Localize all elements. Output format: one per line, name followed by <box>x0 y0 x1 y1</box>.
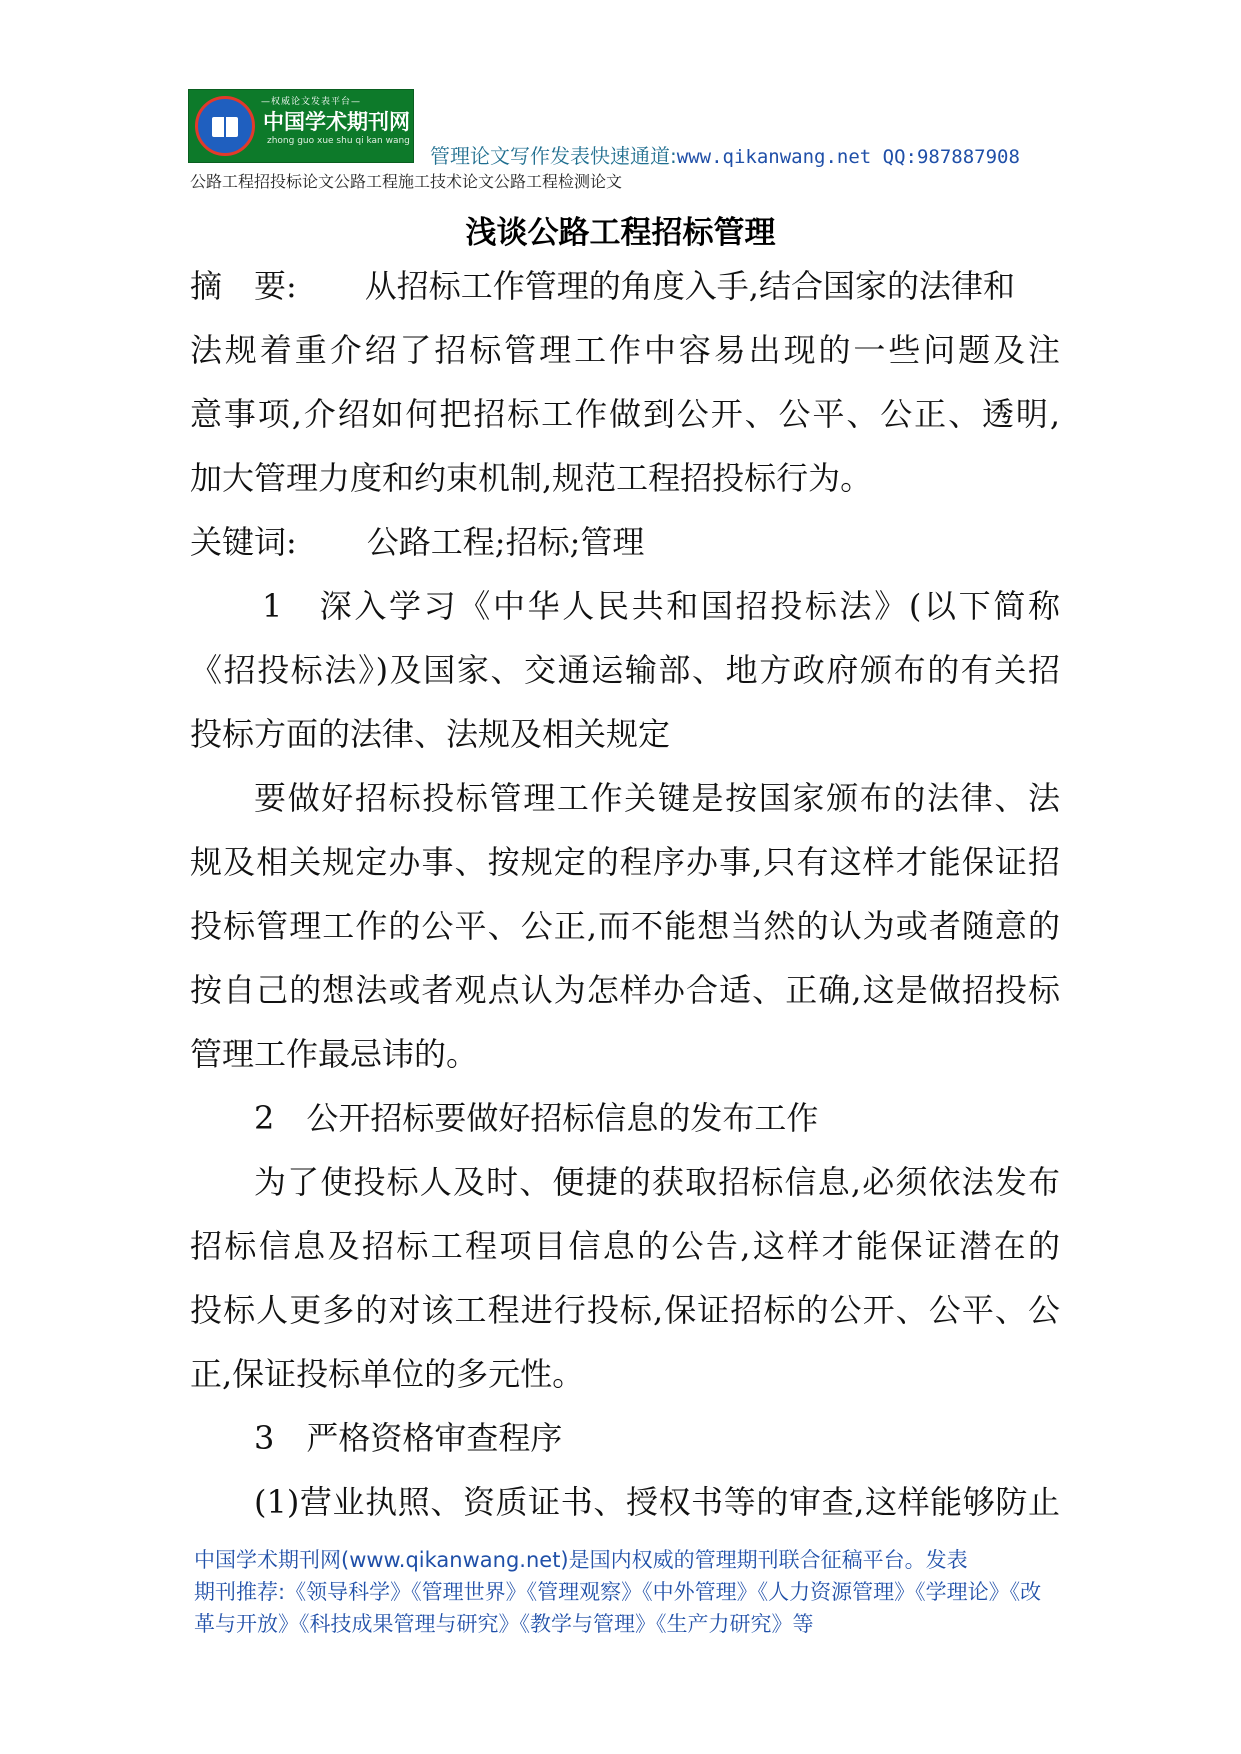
footer-line: 革与开放》《科技成果管理与研究》《教学与管理》《生产力研究》等 <box>194 1612 814 1636</box>
section-2-paragraph-line: 投标人更多的对该工程进行投标,保证招标的公开、公平、公 <box>190 1291 1060 1329</box>
section-1-paragraph-line: 按自己的想法或者观点认为怎样办合适、正确,这是做招投标 <box>190 971 1060 1009</box>
section-1-heading-line: 投标方面的法律、法规及相关规定 <box>190 715 671 753</box>
logo-tagline: —权威论文发表平台— <box>261 97 362 107</box>
abstract-line: 意事项,介绍如何把招标工作做到公开、公平、公正、透明, <box>190 395 1060 433</box>
keywords-label: 关键词: <box>190 523 297 561</box>
section-1-paragraph-line: 投标管理工作的公平、公正,而不能想当然的认为或者随意的 <box>190 907 1060 945</box>
header-ad <box>430 140 1020 169</box>
footer-line: 期刊推荐:《领导科学》《管理世界》《管理观察》《中外管理》《人力资源管理》《学理论》《改 <box>194 1580 1042 1604</box>
section-3-item-1: (1)营业执照、资质证书、授权书等的审查,这样能够防止 <box>254 1483 1060 1521</box>
header-ad-contact[interactable]: www.qikanwang.net QQ:987887908 <box>676 146 1020 168</box>
abstract-first-line <box>190 266 1015 306</box>
section-1-paragraph-line: 要做好招标投标管理工作关键是按国家颁布的法律、法 <box>254 779 1060 817</box>
section-1-heading-line: 《招投标法》)及国家、交通运输部、地方政府颁布的有关招 <box>190 651 1060 689</box>
footer-line: 中国学术期刊网(www.qikanwang.net)是国内权威的管理期刊联合征稿平台。发表 <box>194 1548 968 1572</box>
section-2-paragraph-line: 正,保证投标单位的多元性。 <box>190 1355 585 1393</box>
logo-pinyin: zhong guo xue shu qi kan wang <box>267 136 410 146</box>
section-1-paragraph-line: 规及相关规定办事、按规定的程序办事,只有这样才能保证招 <box>190 843 1060 881</box>
journal-logo <box>188 89 414 163</box>
section-1-paragraph-line: 管理工作最忌讳的。 <box>190 1035 479 1073</box>
book-globe-icon <box>195 96 255 156</box>
logo-name: 中国学术期刊网 <box>263 110 410 134</box>
section-2-paragraph-line: 招标信息及招标工程项目信息的公告,这样才能保证潜在的 <box>190 1227 1060 1265</box>
section-2-heading: 2 公开招标要做好招标信息的发布工作 <box>254 1099 819 1137</box>
article-title: 浅谈公路工程招标管理 <box>465 215 776 251</box>
section-1-heading-line: 1 深入学习《中华人民共和国招投标法》(以下简称 <box>262 587 1060 625</box>
section-3-heading: 3 严格资格审查程序 <box>254 1419 563 1457</box>
abstract-line: 加大管理力度和约束机制,规范工程招投标行为。 <box>190 459 873 497</box>
keywords-line <box>190 522 644 562</box>
abstract-label: 摘 要: <box>190 267 297 305</box>
header-keywords-line: 公路工程招投标论文公路工程施工技术论文公路工程检测论文 <box>190 172 623 191</box>
header-ad-label: 管理论文写作发表快速通道: <box>430 144 677 168</box>
abstract-line: 法规着重介绍了招标管理工作中容易出现的一些问题及注 <box>190 331 1060 369</box>
keywords-text: 公路工程;招标;管理 <box>366 523 645 561</box>
abstract-text-first: 从招标工作管理的角度入手,结合国家的法律和 <box>364 267 1015 305</box>
section-2-paragraph-line: 为了使投标人及时、便捷的获取招标信息,必须依法发布 <box>254 1163 1060 1201</box>
